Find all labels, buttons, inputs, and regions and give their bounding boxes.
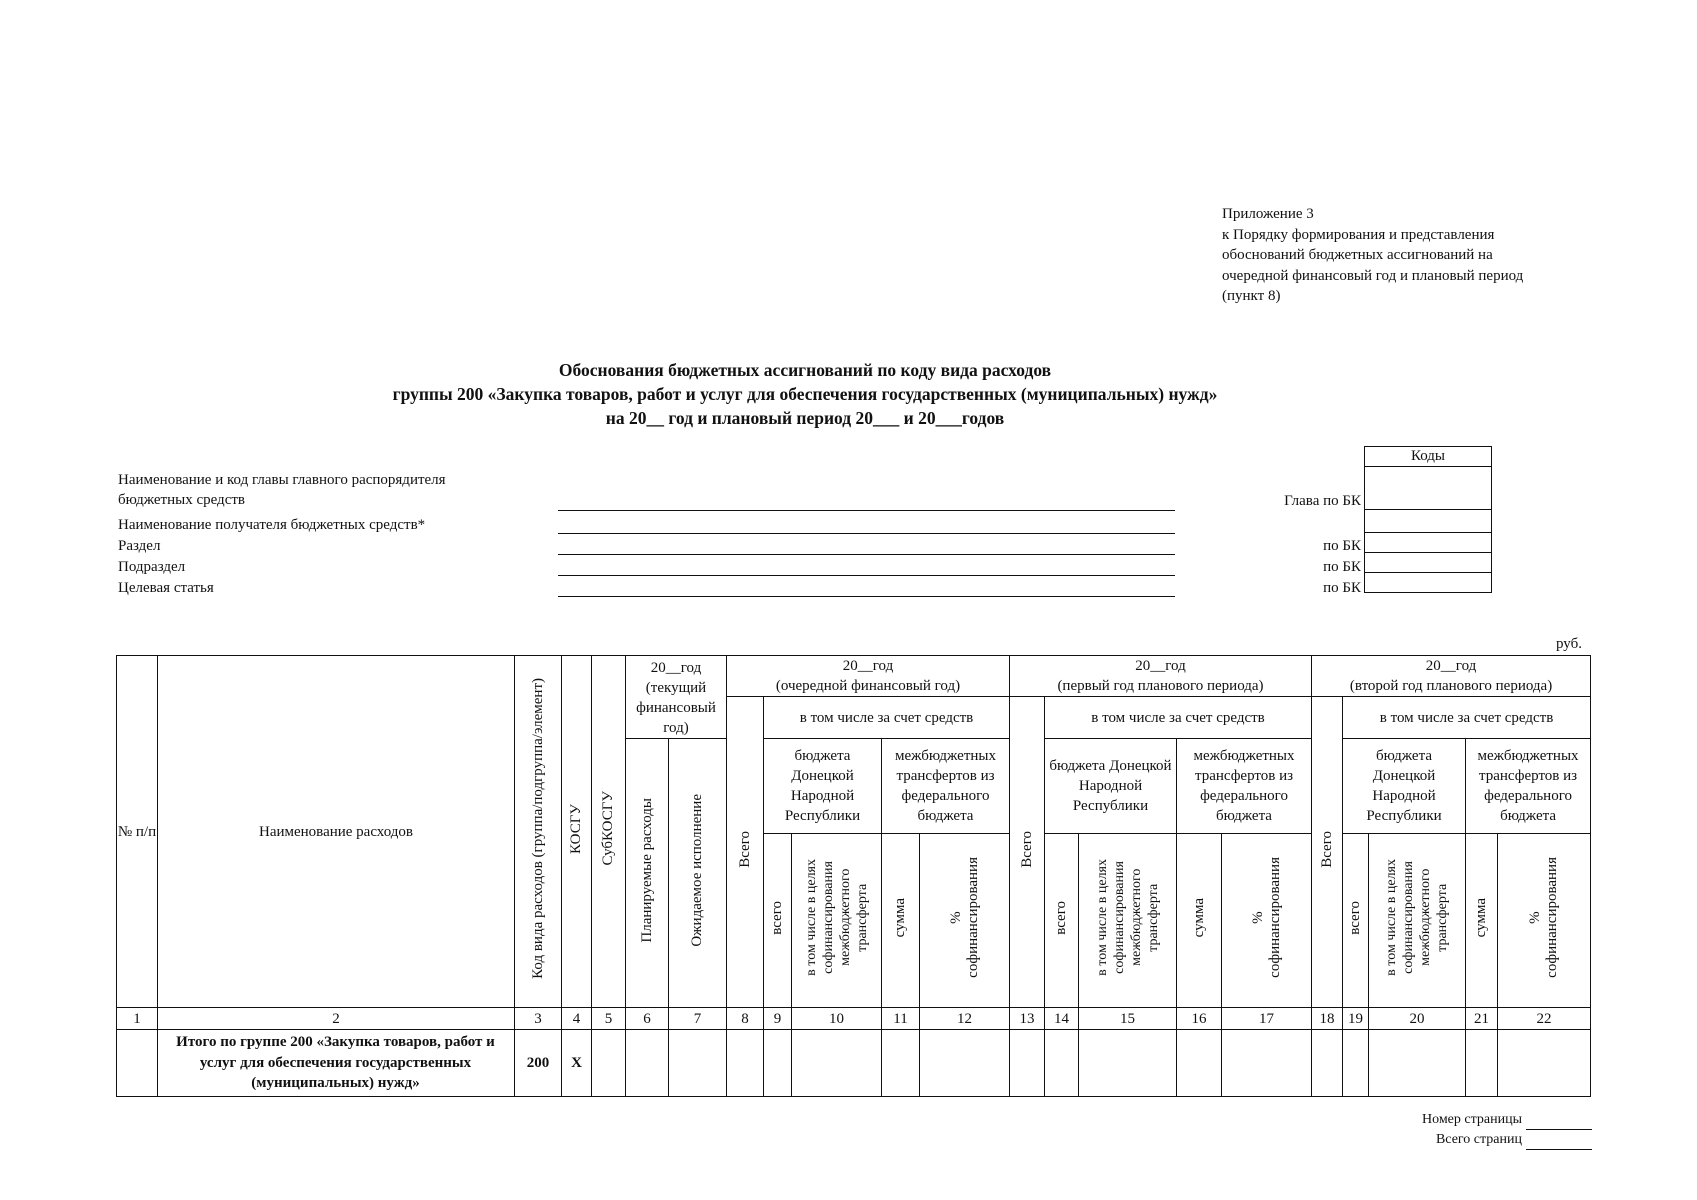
y1-all-header xyxy=(764,834,792,1008)
year1-incl-header xyxy=(764,697,1010,739)
col-number: 7 xyxy=(669,1008,727,1030)
col-num-header xyxy=(117,656,158,1008)
section-label: Раздел xyxy=(118,538,161,554)
cofin-line: межбюджетного xyxy=(1418,868,1434,967)
dnr-budget-label: бюджета Донецкой Народной Республики xyxy=(784,748,861,824)
year1-total-header xyxy=(727,697,764,1008)
col-number: 8 xyxy=(727,1008,764,1030)
total-row xyxy=(117,1030,1591,1097)
all-label: всего xyxy=(769,900,785,935)
col-num-label: № п/п xyxy=(117,823,157,840)
subsection-label: Подраздел xyxy=(118,559,186,575)
col-number: 15 xyxy=(1079,1008,1177,1030)
total-value-cell[interactable] xyxy=(1222,1030,1312,1097)
sum-label: сумма xyxy=(1473,897,1490,938)
podrazdel-bk-label: по БК xyxy=(1323,559,1361,575)
mbt-label: межбюджетных трансфертов из федерального бюджета xyxy=(1193,748,1295,824)
col-name-label: Наименование расходов xyxy=(258,823,414,840)
year2-dnr-header xyxy=(1045,739,1177,834)
col-number: 20 xyxy=(1369,1008,1466,1030)
page-number-label: Номер страницы xyxy=(1421,1112,1522,1127)
col-number: 4 xyxy=(562,1008,592,1030)
pct-line: % xyxy=(1527,911,1544,924)
total-value-cell[interactable] xyxy=(1045,1030,1079,1097)
total-value-cell[interactable] xyxy=(764,1030,792,1097)
y2-sum-header xyxy=(1177,834,1222,1008)
sum-label: сумма xyxy=(1190,897,1207,938)
y1-sum-header xyxy=(882,834,920,1008)
year3-incl-header xyxy=(1343,697,1591,739)
year1-mbt-header xyxy=(882,739,1010,834)
cofin-line: в том числе в целях xyxy=(1094,859,1110,976)
total-value-cell[interactable] xyxy=(592,1030,626,1097)
year1-dnr-header xyxy=(764,739,882,834)
pct-line: софинансирования xyxy=(1544,857,1561,978)
total-pages-line[interactable] xyxy=(1526,1135,1592,1150)
cofin-line: трансферта xyxy=(854,883,870,952)
total-pages-label: Всего страниц xyxy=(1435,1132,1522,1147)
total-name-cell: Итого по группе 200 «Закупка товаров, работ и услуг для обеспечения государственных (муниципальных) нужд» xyxy=(158,1030,515,1097)
col-kosgu-header xyxy=(562,656,592,1008)
pct-label xyxy=(948,857,982,978)
year3-label: 20__год xyxy=(1425,658,1477,674)
chief-label-line1: Наименование и код главы главного распорядителя xyxy=(118,472,446,488)
cofin-label xyxy=(1094,859,1162,976)
code-cell-celevaya[interactable] xyxy=(1365,573,1492,593)
y3-cofin-header xyxy=(1369,834,1466,1008)
page-number-field xyxy=(1422,1110,1592,1130)
total-label: Всего xyxy=(736,830,753,868)
incl-label: в том числе за счет средств xyxy=(1091,709,1265,726)
expected-label: Ожидаемое исполнение xyxy=(689,793,705,947)
col-number: 11 xyxy=(882,1008,920,1030)
budget-table xyxy=(116,655,1591,1097)
total-pages-field xyxy=(1436,1130,1592,1150)
total-value-cell[interactable] xyxy=(626,1030,669,1097)
y2-cofin-header xyxy=(1079,834,1177,1008)
dnr-budget-label: бюджета Донецкой Народной Республики xyxy=(1049,758,1172,814)
year1-sub: (очередной финансовый год) xyxy=(775,678,961,694)
code-cell-recipient[interactable] xyxy=(1365,510,1492,533)
appendix-line: очередной финансовый год и плановый период xyxy=(1222,267,1524,284)
total-value-cell[interactable] xyxy=(1369,1030,1466,1097)
planned-header xyxy=(626,739,669,1008)
total-label: Всего xyxy=(1318,830,1335,868)
pct-line: софинансирования xyxy=(964,857,981,978)
expected-header xyxy=(669,739,727,1008)
col-number: 12 xyxy=(920,1008,1010,1030)
recipient-label: Наименование получателя бюджетных средств* xyxy=(118,517,426,533)
target-label: Целевая статья xyxy=(118,580,214,596)
year2-incl-header xyxy=(1045,697,1312,739)
cofin-line: софинансирования xyxy=(820,861,836,974)
year3-header xyxy=(1312,656,1591,697)
document-title xyxy=(0,358,1610,430)
year3-sub: (второй год планового периода) xyxy=(1349,678,1553,694)
code-cell-razdel[interactable] xyxy=(1365,533,1492,553)
year2-mbt-header xyxy=(1177,739,1312,834)
col-number: 16 xyxy=(1177,1008,1222,1030)
current-year-label: 20__год (текущий финансовый год) xyxy=(636,660,716,736)
y3-pct-header xyxy=(1498,834,1591,1008)
year1-label: 20__год xyxy=(842,658,894,674)
appendix-line: к Порядку формирования и представления xyxy=(1222,226,1495,243)
col-number: 2 xyxy=(158,1008,515,1030)
code-cell-glava[interactable] xyxy=(1365,467,1492,510)
col-number: 14 xyxy=(1045,1008,1079,1030)
glava-bk-label: Глава по БК xyxy=(1284,493,1361,509)
year1-header xyxy=(727,656,1010,697)
pct-label xyxy=(1527,857,1561,978)
year3-mbt-header xyxy=(1466,739,1591,834)
col-number: 21 xyxy=(1466,1008,1498,1030)
all-label: всего xyxy=(1347,900,1364,935)
mbt-label: межбюджетных трансфертов из федерального бюджета xyxy=(894,748,996,824)
appendix-line: (пункт 8) xyxy=(1222,288,1281,304)
col-name-header xyxy=(158,656,515,1008)
mbt-label: межбюджетных трансфертов из федерального бюджета xyxy=(1477,748,1579,824)
col-number: 22 xyxy=(1498,1008,1591,1030)
total-value-cell[interactable] xyxy=(1010,1030,1045,1097)
codes-header: Коды xyxy=(1365,447,1492,467)
year3-dnr-header xyxy=(1343,739,1466,834)
incl-label: в том числе за счет средств xyxy=(799,709,974,726)
cofin-line: в том числе в целях xyxy=(803,859,819,976)
razdel-bk-label: по БК xyxy=(1323,538,1361,554)
col-kvr-label: Код вида расходов (группа/подгруппа/элемент) xyxy=(529,678,546,979)
recipient-field-line[interactable] xyxy=(558,533,1175,534)
cofin-line: межбюджетного xyxy=(837,868,853,967)
total-kvr-cell: 200 xyxy=(515,1030,562,1097)
col-subkosgu-header xyxy=(592,656,626,1008)
column-number-row xyxy=(117,1008,1591,1030)
planned-label: Планируемые расходы xyxy=(638,797,655,943)
col-number: 19 xyxy=(1343,1008,1369,1030)
year2-header xyxy=(1010,656,1312,697)
chief-label-line2: бюджетных средств xyxy=(118,492,245,508)
cofin-line: трансферта xyxy=(1435,883,1451,952)
total-value-cell[interactable] xyxy=(1312,1030,1343,1097)
total-num-cell[interactable] xyxy=(117,1030,158,1097)
cofin-label xyxy=(803,859,871,976)
year2-label: 20__год xyxy=(1135,658,1186,674)
codes-table xyxy=(1364,446,1492,593)
subsection-field-line[interactable] xyxy=(558,575,1175,576)
target-field-line[interactable] xyxy=(558,596,1175,597)
appendix-note xyxy=(1222,204,1523,307)
col-number: 5 xyxy=(592,1008,626,1030)
col-subkosgu-label: СубКОСГУ xyxy=(600,791,616,866)
col-number: 17 xyxy=(1222,1008,1312,1030)
celevaya-bk-label: по БК xyxy=(1323,580,1361,596)
section-field-line[interactable] xyxy=(558,554,1175,555)
pct-line: % xyxy=(1249,911,1266,924)
cofin-line: софинансирования xyxy=(1111,861,1127,974)
col-number: 13 xyxy=(1010,1008,1045,1030)
cofin-label xyxy=(1383,859,1451,976)
total-value-cell[interactable] xyxy=(882,1030,920,1097)
code-cell-podrazdel[interactable] xyxy=(1365,553,1492,573)
col-number: 3 xyxy=(515,1008,562,1030)
cofin-line: трансферта xyxy=(1145,883,1161,952)
pct-line: софинансирования xyxy=(1266,857,1283,978)
sum-label: сумма xyxy=(892,897,908,938)
year3-total-header xyxy=(1312,697,1343,1008)
col-kosgu-label: КОСГУ xyxy=(568,803,584,854)
total-value-cell[interactable] xyxy=(1079,1030,1177,1097)
year2-total-header xyxy=(1010,697,1045,1008)
year2-sub: (первый год планового периода) xyxy=(1057,678,1264,694)
col-number: 9 xyxy=(764,1008,792,1030)
total-label: Всего xyxy=(1018,830,1035,868)
total-value-cell[interactable] xyxy=(1498,1030,1591,1097)
y2-all-header xyxy=(1045,834,1079,1008)
total-value-cell[interactable] xyxy=(1177,1030,1222,1097)
col-number: 1 xyxy=(117,1008,158,1030)
cofin-line: межбюджетного xyxy=(1128,868,1144,967)
col-kvr-header xyxy=(515,656,562,1008)
chief-field-line[interactable] xyxy=(558,510,1175,511)
total-value-cell[interactable] xyxy=(669,1030,727,1097)
pct-label xyxy=(1250,857,1284,978)
dnr-budget-label: бюджета Донецкой Народной Республики xyxy=(1366,748,1442,824)
pct-line: % xyxy=(947,911,964,924)
cofin-line: софинансирования xyxy=(1401,861,1417,974)
appendix-line: обоснований бюджетных ассигнований на xyxy=(1222,247,1493,263)
all-label: всего xyxy=(1053,900,1069,935)
total-kosgu-cell: Х xyxy=(562,1030,592,1097)
currency-label: руб. xyxy=(1556,636,1582,652)
y1-cofin-header xyxy=(792,834,882,1008)
current-year-header xyxy=(626,656,727,739)
y1-pct-header xyxy=(920,834,1010,1008)
total-value-cell[interactable] xyxy=(1466,1030,1498,1097)
y3-sum-header xyxy=(1466,834,1498,1008)
total-value-cell[interactable] xyxy=(920,1030,1010,1097)
total-value-cell[interactable] xyxy=(727,1030,764,1097)
incl-label: в том числе за счет средств xyxy=(1379,709,1554,726)
page-number-line[interactable] xyxy=(1526,1115,1592,1130)
title-line-3: на 20__ год и плановый период 20___ и 20___годов xyxy=(605,408,1005,428)
appendix-line: Приложение 3 xyxy=(1222,206,1314,222)
title-line-1: Обоснования бюджетных ассигнований по коду вида расходов xyxy=(558,360,1052,380)
y3-all-header xyxy=(1343,834,1369,1008)
total-value-cell[interactable] xyxy=(1343,1030,1369,1097)
cofin-line: в том числе в целях xyxy=(1384,859,1400,976)
total-value-cell[interactable] xyxy=(792,1030,882,1097)
y2-pct-header xyxy=(1222,834,1312,1008)
title-line-2: группы 200 «Закупка товаров, работ и услуг для обеспечения государственных (муниципальных) нужд» xyxy=(392,384,1218,404)
col-number: 10 xyxy=(792,1008,882,1030)
col-number: 6 xyxy=(626,1008,669,1030)
col-number: 18 xyxy=(1312,1008,1343,1030)
